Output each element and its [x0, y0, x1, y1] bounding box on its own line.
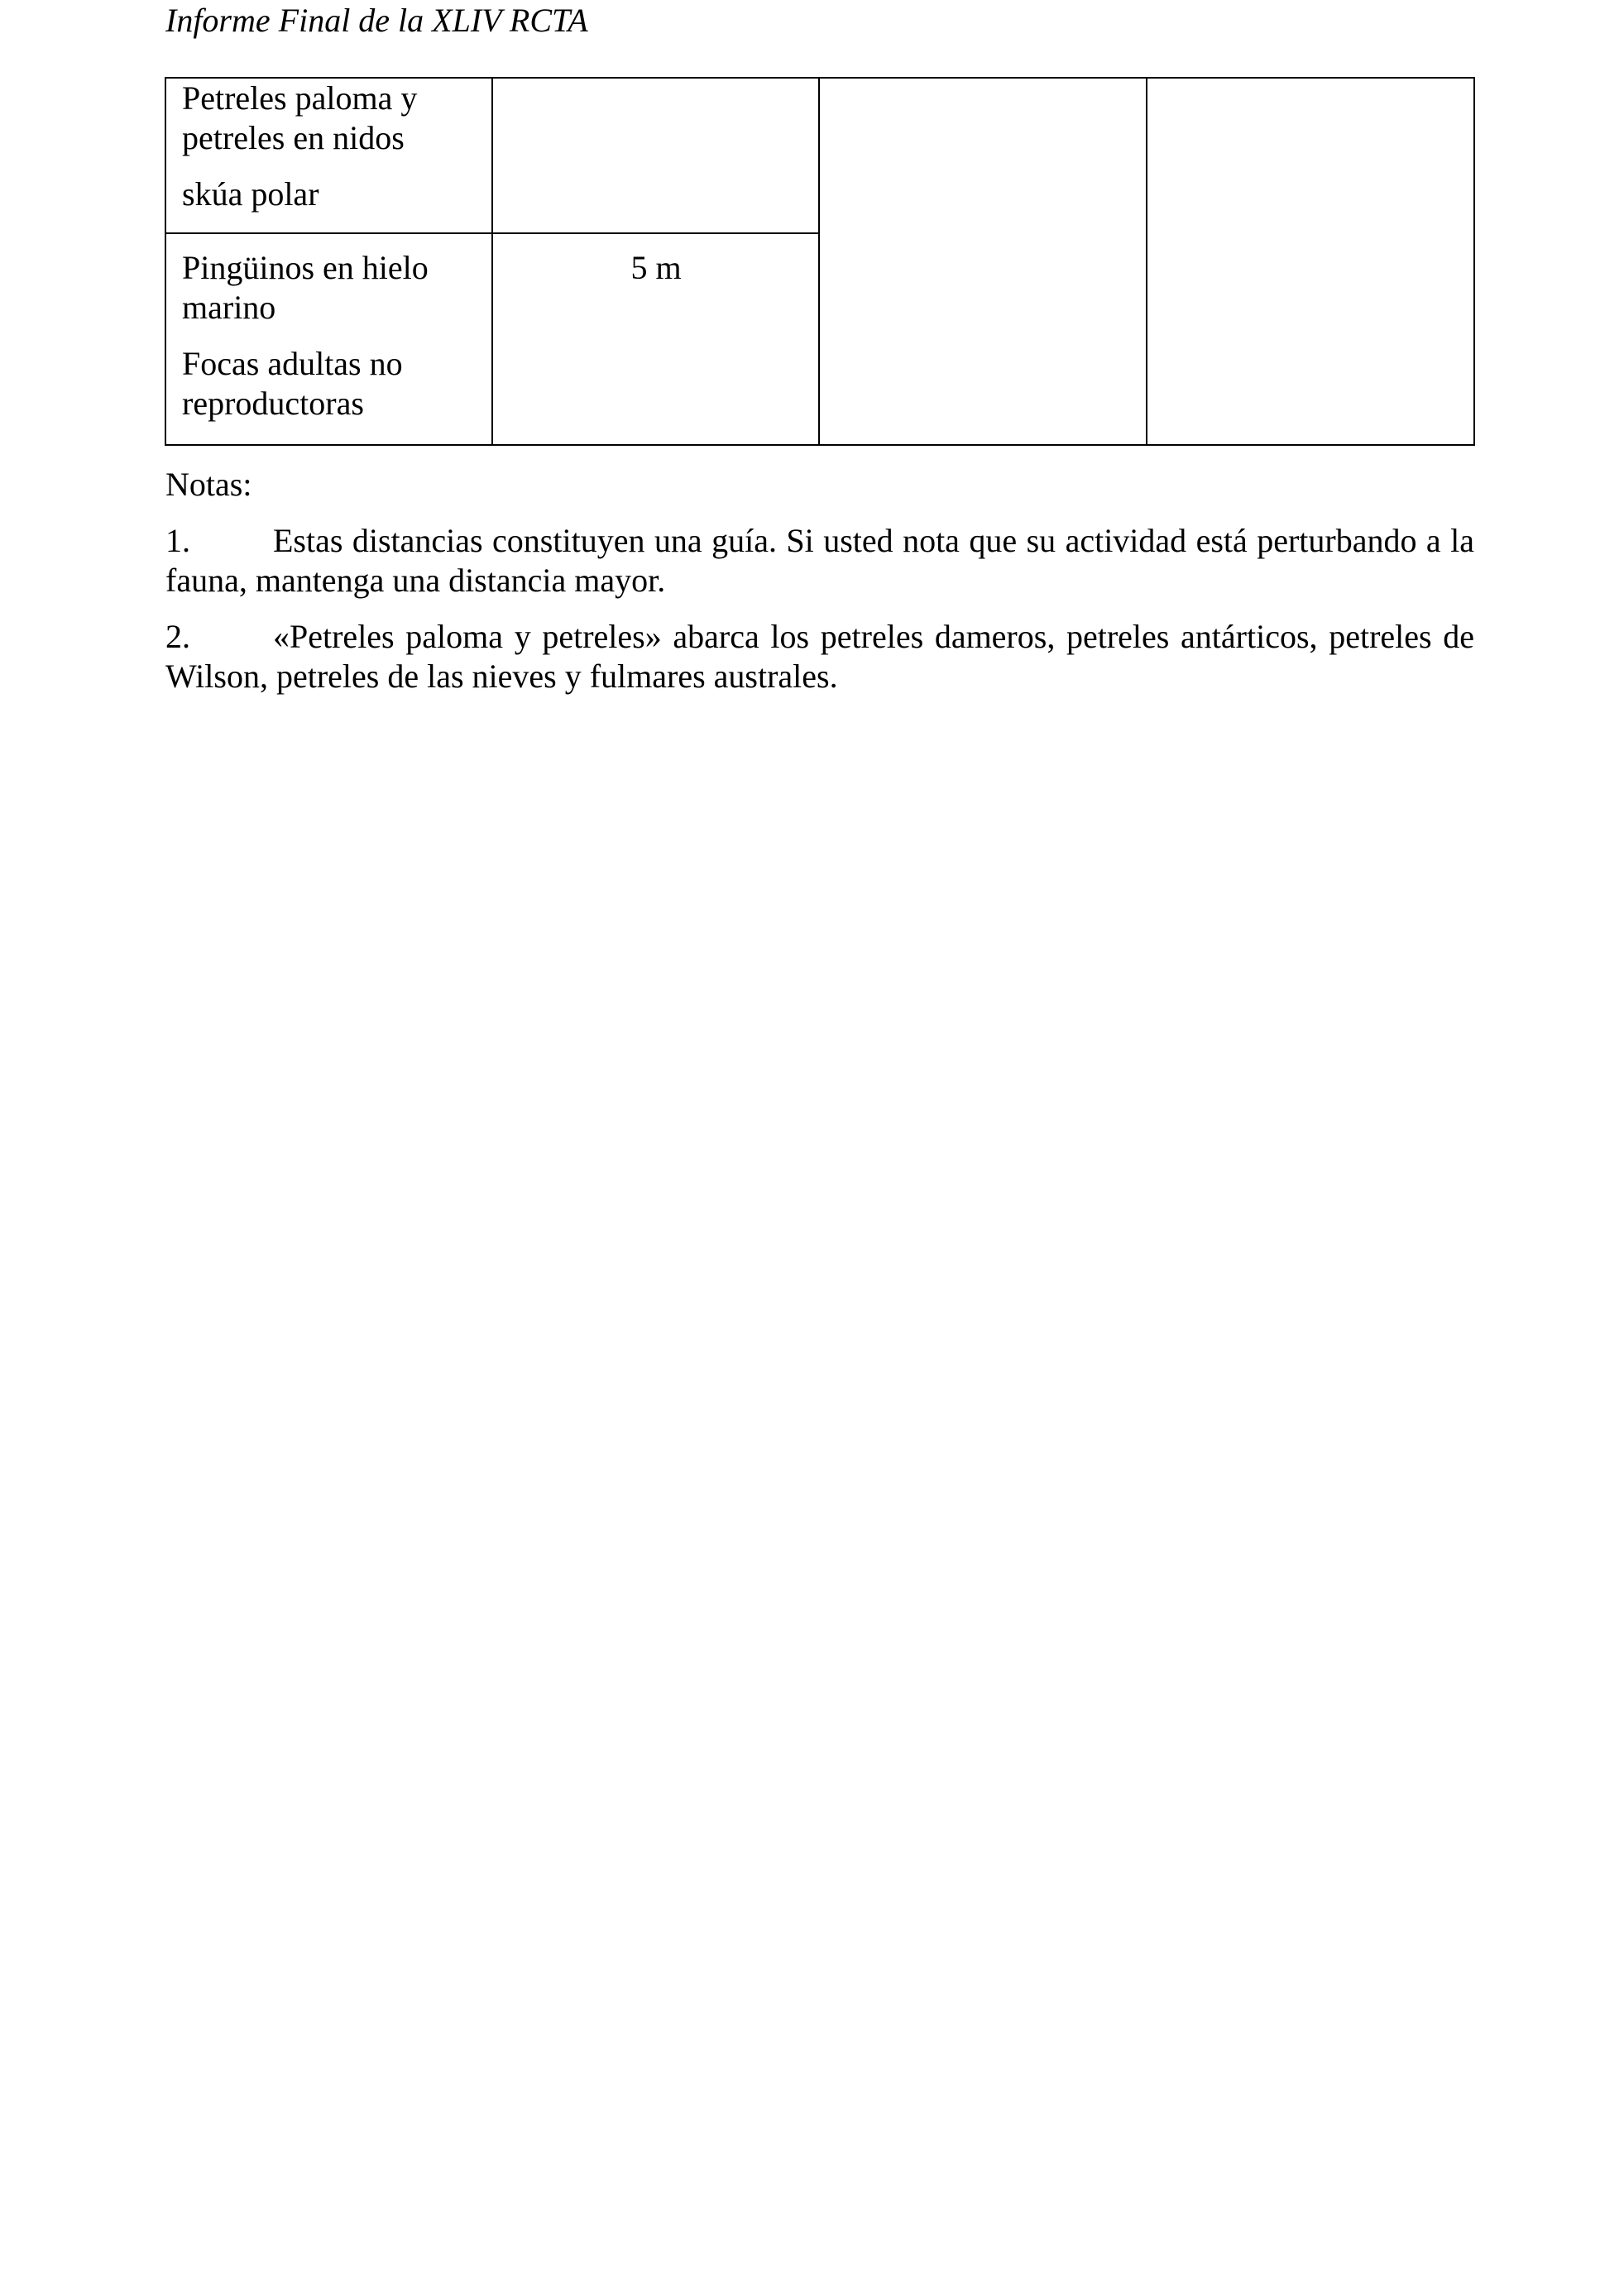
- notes-heading: Notas:: [165, 466, 252, 503]
- species-cell: [165, 233, 492, 445]
- species-name: Focas adultas no reproductoras: [182, 345, 403, 422]
- note-number: 1.: [165, 522, 190, 559]
- note-text: Estas distancias constituyen una guía. Si usted nota que su actividad está perturbando a la fauna, mantenga una distancia mayor.: [165, 522, 1474, 599]
- note-item: [165, 521, 1474, 600]
- species-name: Petreles paloma y petreles en nidos: [182, 79, 418, 156]
- table-row: [165, 78, 1474, 233]
- species-name: Pingüinos en hielo marino: [182, 249, 429, 326]
- running-header: Informe Final de la XLIV RCTA: [165, 2, 588, 39]
- species-name: skúa polar: [182, 175, 319, 213]
- note-text: «Petreles paloma y petreles» abarca los petreles dameros, petreles antárticos, petreles de Wilson, petreles de las nieves y fulmares australes.: [165, 618, 1474, 695]
- empty-cell: [1147, 78, 1474, 445]
- note-number: 2.: [165, 618, 190, 655]
- notes-section: [165, 465, 1474, 713]
- distance-table: [165, 77, 1475, 446]
- distance-cell: [492, 233, 819, 445]
- distance-cell: [492, 78, 819, 233]
- species-cell: [165, 78, 492, 233]
- distance-value: 5 m: [630, 249, 682, 286]
- note-item: [165, 617, 1474, 696]
- empty-cell: [819, 78, 1147, 445]
